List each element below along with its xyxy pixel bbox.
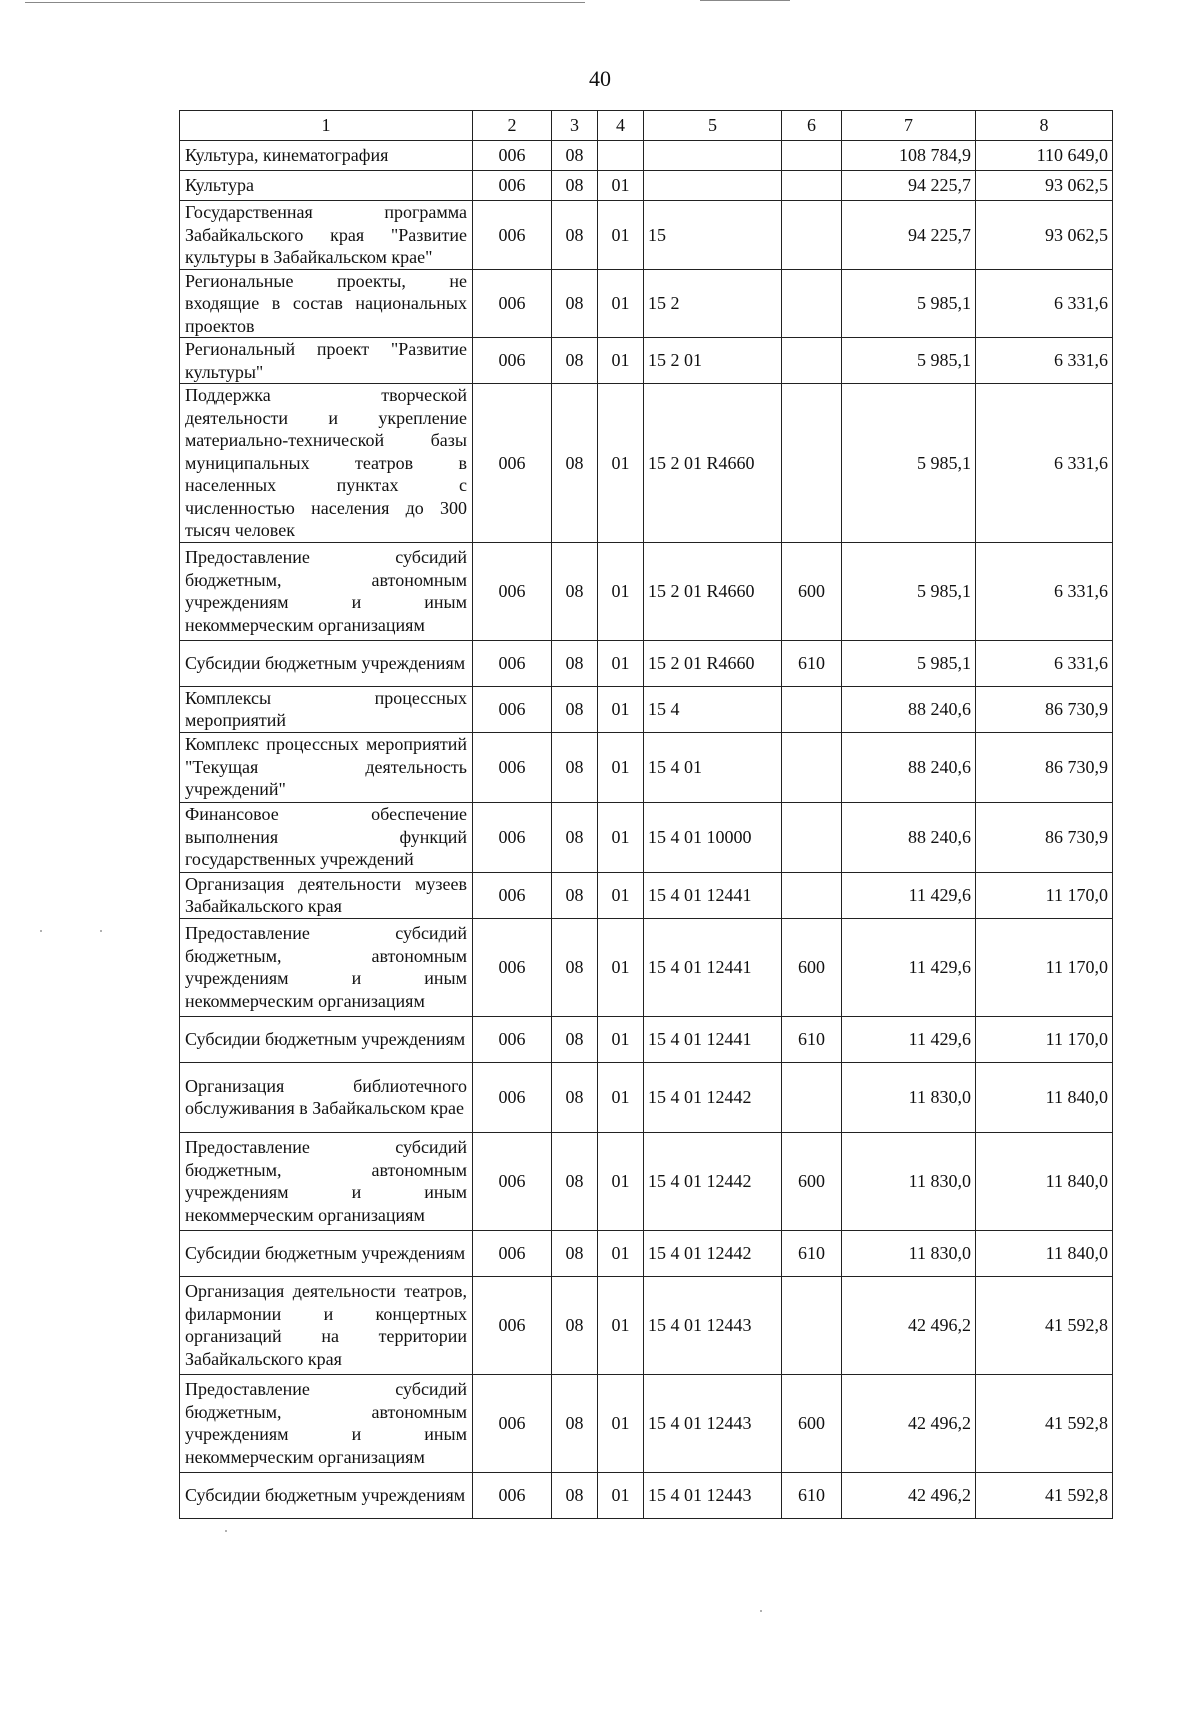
column-header-1: 1 [180, 111, 473, 141]
section-code-cell: 08 [552, 542, 598, 640]
section-code-cell: 08 [552, 1016, 598, 1062]
row-name-cell: Организация деятельности театров, филармонии и концертных организаций на территории Забайкальского края [180, 1276, 473, 1374]
row-name-cell: Субсидии бюджетным учреждениям [180, 1016, 473, 1062]
amount-col8-cell: 11 840,0 [976, 1230, 1113, 1276]
section-code-cell: 08 [552, 1374, 598, 1472]
target-article-cell: 15 2 01 R4660 [644, 640, 782, 686]
ministry-code-cell: 006 [473, 1016, 552, 1062]
subsection-code-cell: 01 [598, 686, 644, 732]
ministry-code-cell: 006 [473, 686, 552, 732]
expense-type-cell [782, 732, 842, 802]
expense-type-cell [782, 686, 842, 732]
table-row [180, 542, 1113, 640]
target-article-cell [644, 141, 782, 171]
section-code-cell: 08 [552, 640, 598, 686]
amount-col8-cell: 6 331,6 [976, 542, 1113, 640]
target-article-cell: 15 4 01 12441 [644, 872, 782, 918]
table-row [180, 201, 1113, 270]
subsection-code-cell: 01 [598, 1230, 644, 1276]
table-header-row [180, 111, 1113, 141]
row-name-cell: Региональные проекты, не входящие в состав национальных проектов [180, 269, 473, 338]
scan-speck [760, 1610, 762, 1612]
target-article-cell [644, 171, 782, 201]
target-article-cell: 15 4 01 10000 [644, 802, 782, 872]
ministry-code-cell: 006 [473, 1062, 552, 1132]
section-code-cell: 08 [552, 1062, 598, 1132]
scan-edge-line [25, 2, 585, 3]
amount-col8-cell: 110 649,0 [976, 141, 1113, 171]
amount-col8-cell: 41 592,8 [976, 1472, 1113, 1518]
amount-col8-cell: 86 730,9 [976, 732, 1113, 802]
expense-type-cell [782, 171, 842, 201]
amount-col8-cell: 41 592,8 [976, 1374, 1113, 1472]
ministry-code-cell: 006 [473, 918, 552, 1016]
row-name-cell: Предоставление субсидий бюджетным, автономным учреждениям и иным некоммерческим организациям [180, 542, 473, 640]
expense-type-cell [782, 141, 842, 171]
row-name-cell: Предоставление субсидий бюджетным, автономным учреждениям и иным некоммерческим организациям [180, 918, 473, 1016]
target-article-cell: 15 4 01 12441 [644, 1016, 782, 1062]
column-header-5: 5 [644, 111, 782, 141]
amount-col7-cell: 11 429,6 [842, 872, 976, 918]
section-code-cell: 08 [552, 171, 598, 201]
expense-type-cell [782, 338, 842, 384]
subsection-code-cell: 01 [598, 171, 644, 201]
scan-speck [225, 1530, 227, 1532]
ministry-code-cell: 006 [473, 802, 552, 872]
section-code-cell: 08 [552, 918, 598, 1016]
expense-type-cell: 600 [782, 918, 842, 1016]
amount-col8-cell: 6 331,6 [976, 269, 1113, 338]
amount-col8-cell: 11 170,0 [976, 918, 1113, 1016]
amount-col8-cell: 6 331,6 [976, 338, 1113, 384]
section-code-cell: 08 [552, 802, 598, 872]
expense-type-cell [782, 384, 842, 543]
target-article-cell: 15 4 01 12443 [644, 1276, 782, 1374]
table-row [180, 269, 1113, 338]
column-header-3: 3 [552, 111, 598, 141]
ministry-code-cell: 006 [473, 201, 552, 270]
row-name-cell: Субсидии бюджетным учреждениям [180, 1230, 473, 1276]
amount-col7-cell: 5 985,1 [842, 269, 976, 338]
column-header-6: 6 [782, 111, 842, 141]
section-code-cell: 08 [552, 384, 598, 543]
expense-type-cell [782, 802, 842, 872]
ministry-code-cell: 006 [473, 872, 552, 918]
subsection-code-cell: 01 [598, 918, 644, 1016]
section-code-cell: 08 [552, 201, 598, 270]
subsection-code-cell: 01 [598, 1062, 644, 1132]
target-article-cell: 15 4 01 12442 [644, 1230, 782, 1276]
section-code-cell: 08 [552, 1132, 598, 1230]
amount-col7-cell: 5 985,1 [842, 542, 976, 640]
expense-type-cell: 610 [782, 1230, 842, 1276]
expense-type-cell: 610 [782, 640, 842, 686]
page-number: 40 [589, 66, 611, 91]
row-name-cell: Комплекс процессных мероприятий "Текущая деятельность учреждений" [180, 732, 473, 802]
section-code-cell: 08 [552, 872, 598, 918]
expense-type-cell [782, 201, 842, 270]
expense-type-cell: 600 [782, 1132, 842, 1230]
amount-col8-cell: 6 331,6 [976, 384, 1113, 543]
amount-col7-cell: 42 496,2 [842, 1472, 976, 1518]
ministry-code-cell: 006 [473, 141, 552, 171]
expense-type-cell [782, 1062, 842, 1132]
amount-col7-cell: 108 784,9 [842, 141, 976, 171]
subsection-code-cell: 01 [598, 1472, 644, 1518]
section-code-cell: 08 [552, 141, 598, 171]
row-name-cell: Комплексы процессных мероприятий [180, 686, 473, 732]
table-row [180, 338, 1113, 384]
subsection-code-cell: 01 [598, 1276, 644, 1374]
table-row [180, 1472, 1113, 1518]
amount-col7-cell: 42 496,2 [842, 1374, 976, 1472]
table-row [180, 1062, 1113, 1132]
table-row [180, 686, 1113, 732]
ministry-code-cell: 006 [473, 171, 552, 201]
expense-type-cell [782, 1276, 842, 1374]
expense-type-cell: 610 [782, 1472, 842, 1518]
column-header-7: 7 [842, 111, 976, 141]
amount-col7-cell: 88 240,6 [842, 732, 976, 802]
subsection-code-cell: 01 [598, 201, 644, 270]
amount-col7-cell: 5 985,1 [842, 384, 976, 543]
table-row [180, 141, 1113, 171]
amount-col8-cell: 11 840,0 [976, 1132, 1113, 1230]
amount-col7-cell: 11 830,0 [842, 1132, 976, 1230]
amount-col8-cell: 6 331,6 [976, 640, 1113, 686]
target-article-cell: 15 4 01 12442 [644, 1062, 782, 1132]
table-row [180, 802, 1113, 872]
amount-col7-cell: 5 985,1 [842, 640, 976, 686]
amount-col7-cell: 94 225,7 [842, 201, 976, 270]
ministry-code-cell: 006 [473, 542, 552, 640]
scan-edge-line [700, 0, 790, 1]
subsection-code-cell [598, 141, 644, 171]
subsection-code-cell: 01 [598, 1016, 644, 1062]
ministry-code-cell: 006 [473, 384, 552, 543]
target-article-cell: 15 4 01 12443 [644, 1374, 782, 1472]
row-name-cell: Государственная программа Забайкальского края "Развитие культуры в Забайкальском крае" [180, 201, 473, 270]
row-name-cell: Предоставление субсидий бюджетным, автономным учреждениям и иным некоммерческим организациям [180, 1374, 473, 1472]
section-code-cell: 08 [552, 1230, 598, 1276]
target-article-cell: 15 2 01 R4660 [644, 542, 782, 640]
amount-col7-cell: 88 240,6 [842, 686, 976, 732]
target-article-cell: 15 4 01 12443 [644, 1472, 782, 1518]
table-row [180, 732, 1113, 802]
table-row [180, 1230, 1113, 1276]
row-name-cell: Организация деятельности музеев Забайкальского края [180, 872, 473, 918]
target-article-cell: 15 4 [644, 686, 782, 732]
amount-col8-cell: 41 592,8 [976, 1276, 1113, 1374]
column-header-2: 2 [473, 111, 552, 141]
ministry-code-cell: 006 [473, 269, 552, 338]
ministry-code-cell: 006 [473, 1132, 552, 1230]
ministry-code-cell: 006 [473, 338, 552, 384]
section-code-cell: 08 [552, 732, 598, 802]
ministry-code-cell: 006 [473, 1230, 552, 1276]
budget-table [179, 110, 1113, 1519]
subsection-code-cell: 01 [598, 732, 644, 802]
section-code-cell: 08 [552, 338, 598, 384]
ministry-code-cell: 006 [473, 640, 552, 686]
scan-speck [40, 930, 42, 932]
table-row [180, 171, 1113, 201]
row-name-cell: Региональный проект "Развитие культуры" [180, 338, 473, 384]
amount-col7-cell: 42 496,2 [842, 1276, 976, 1374]
section-code-cell: 08 [552, 1472, 598, 1518]
subsection-code-cell: 01 [598, 338, 644, 384]
target-article-cell: 15 2 01 [644, 338, 782, 384]
table-row [180, 1374, 1113, 1472]
target-article-cell: 15 2 01 R4660 [644, 384, 782, 543]
subsection-code-cell: 01 [598, 1132, 644, 1230]
target-article-cell: 15 4 01 12441 [644, 918, 782, 1016]
subsection-code-cell: 01 [598, 542, 644, 640]
amount-col8-cell: 11 840,0 [976, 1062, 1113, 1132]
target-article-cell: 15 4 01 12442 [644, 1132, 782, 1230]
subsection-code-cell: 01 [598, 640, 644, 686]
amount-col7-cell: 88 240,6 [842, 802, 976, 872]
column-header-4: 4 [598, 111, 644, 141]
expense-type-cell: 610 [782, 1016, 842, 1062]
column-header-8: 8 [976, 111, 1113, 141]
expense-type-cell: 600 [782, 1374, 842, 1472]
row-name-cell: Предоставление субсидий бюджетным, автономным учреждениям и иным некоммерческим организациям [180, 1132, 473, 1230]
subsection-code-cell: 01 [598, 872, 644, 918]
amount-col8-cell: 93 062,5 [976, 201, 1113, 270]
ministry-code-cell: 006 [473, 1374, 552, 1472]
section-code-cell: 08 [552, 686, 598, 732]
expense-type-cell [782, 872, 842, 918]
section-code-cell: 08 [552, 1276, 598, 1374]
subsection-code-cell: 01 [598, 1374, 644, 1472]
subsection-code-cell: 01 [598, 384, 644, 543]
row-name-cell: Финансовое обеспечение выполнения функций государственных учреждений [180, 802, 473, 872]
scan-speck [100, 930, 102, 932]
expense-type-cell [782, 269, 842, 338]
target-article-cell: 15 2 [644, 269, 782, 338]
amount-col8-cell: 11 170,0 [976, 1016, 1113, 1062]
row-name-cell: Организация библиотечного обслуживания в Забайкальском крае [180, 1062, 473, 1132]
table-row [180, 1276, 1113, 1374]
row-name-cell: Поддержка творческой деятельности и укрепление материально-технической базы муниципальных театров в населенных пунктах с численностью населения до 300 тысяч человек [180, 384, 473, 543]
expense-type-cell: 600 [782, 542, 842, 640]
amount-col7-cell: 5 985,1 [842, 338, 976, 384]
row-name-cell: Субсидии бюджетным учреждениям [180, 1472, 473, 1518]
table-row [180, 640, 1113, 686]
table-row [180, 872, 1113, 918]
ministry-code-cell: 006 [473, 1472, 552, 1518]
table-row [180, 1016, 1113, 1062]
row-name-cell: Субсидии бюджетным учреждениям [180, 640, 473, 686]
target-article-cell: 15 [644, 201, 782, 270]
target-article-cell: 15 4 01 [644, 732, 782, 802]
amount-col8-cell: 93 062,5 [976, 171, 1113, 201]
table-row [180, 918, 1113, 1016]
amount-col7-cell: 94 225,7 [842, 171, 976, 201]
row-name-cell: Культура [180, 171, 473, 201]
amount-col7-cell: 11 830,0 [842, 1230, 976, 1276]
ministry-code-cell: 006 [473, 732, 552, 802]
amount-col7-cell: 11 830,0 [842, 1062, 976, 1132]
amount-col8-cell: 11 170,0 [976, 872, 1113, 918]
amount-col7-cell: 11 429,6 [842, 1016, 976, 1062]
subsection-code-cell: 01 [598, 802, 644, 872]
ministry-code-cell: 006 [473, 1276, 552, 1374]
subsection-code-cell: 01 [598, 269, 644, 338]
section-code-cell: 08 [552, 269, 598, 338]
amount-col7-cell: 11 429,6 [842, 918, 976, 1016]
table-row [180, 384, 1113, 543]
amount-col8-cell: 86 730,9 [976, 686, 1113, 732]
table-row [180, 1132, 1113, 1230]
amount-col8-cell: 86 730,9 [976, 802, 1113, 872]
row-name-cell: Культура, кинематография [180, 141, 473, 171]
